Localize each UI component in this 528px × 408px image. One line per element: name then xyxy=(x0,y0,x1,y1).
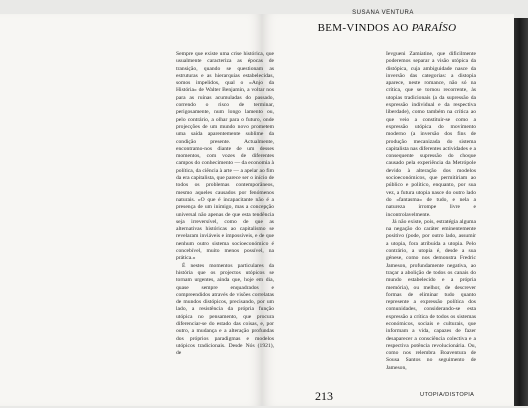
paragraph: Já não existe, pois, estratégia alguma na negação do caráter eminentemente positivo (pode, por outro lado, assumir a utopia, fora atribuída a utopia. Pelo contrário, a utopia é, desde a sua génese, como nos demonstra Fredric Jameson, profundamente negativa, ao traçar a abolição de todos os canais do mundo estabelecido e a própria memória), ou melhor, de descrever formas de eliminar tudo quanto represente a expressão política dos comunidades, considerando-se esta expressão a crítica de todos os sistemas económicos, sociais e culturais, que informam a vida, capazes de fazer desaparecer a consciência colectiva e a respectiva potência revolucionária. Ou, como nos relembra Boaventura de Sousa Santos no seguimento de Jameson, xyxy=(386,218,476,371)
chapter-title xyxy=(292,22,482,34)
author-header: SUSANA VENTURA xyxy=(352,10,414,16)
text-column-right xyxy=(386,51,476,369)
page-number: 213 xyxy=(315,389,333,403)
text-column-left xyxy=(176,51,274,367)
paragraph: É nestes momentos particulares da história que os projectos utópicos se tornam urgentes, ainda que, hoje em dia, quase sempre enquadrados e compreendidos através de visões correlatas de mundos distópicos, precisando, por um lado, a resistência da própria função utópica no pensamento, que procura diferenciar-se do estado das coisas, e, por outro, a mudança e a alteração profundas dos próprios paradigmas e modelos utópicos tradicionais. Desde Nós (1921), de xyxy=(176,262,274,357)
chapter-title-italic: PARAÍSO xyxy=(411,22,457,34)
paragraph: Sempre que existe uma crise histórica, que usualmente caracteriza as épocas de transição, quando se questionam as estruturas e as hierarquias estabelecidas, somos impelidos, qual o «Anjo da História» de Walter Benjamin, a voltar nos para as ruínas acumuladas do passado, correndo o risco de terminar, perigosamente, num longo lamento ou, pelo contrário, a olhar para o futuro, onde projecções de um mundo novo prometem uma saída aparentemente sublime da condição presente. Actualmente, encontramo-nos diante de um desses momentos, com vozes de diferentes campos do conhecimento — da economia à política, da ciência à arte — a apelar ao fim da era capitalista, que parece ser o início de todos os problemas contemporâneos, mesmo aqueles causados por fenómenos naturais. «O que é incapacitante não é a presença de um inimigo, mas a concepção universal não apenas de que esta tendência seja irreversível, como de que as alternativas históricas ao capitalismo se revelaram inviáveis e impossíveis, e de que nenhum outro sistema socioeconómico é concebível, muito menos possível, na prática.» xyxy=(176,51,274,262)
paragraph: Ievgueni Zamiatine, que dificilmente poderemos separar a visão utópica da distópica, cuja ambiguidade nasce da inversão das categorias: a distopia aparece, neste romance, não só na crítica, que se tornou recorrente, às utopias tradicionais (a da supressão da expressão individual e da respectiva liberdade), como também na crítica ao que veio a constituir-se como a expressão utópica do movimento moderno (a inversão dos fins de produção mecanizada do sistema capitalista nas diferentes actividades e a consequente supressão do choque causado pela experiência da Metrópole devido à alteração dos modelos socioeconómicos, que permitiriam ao público e político, enquanto, por sua vez, a futura utopia nasce do outro lado do «fantasma» de tudo, e nela a natureza irrompe livre e incontrolavelmente. xyxy=(386,51,476,218)
chapter-title-main: BEM-VINDOS AO xyxy=(317,22,412,34)
book-edge xyxy=(514,18,528,406)
running-title: UTOPIA/DISTOPIA xyxy=(420,392,475,398)
